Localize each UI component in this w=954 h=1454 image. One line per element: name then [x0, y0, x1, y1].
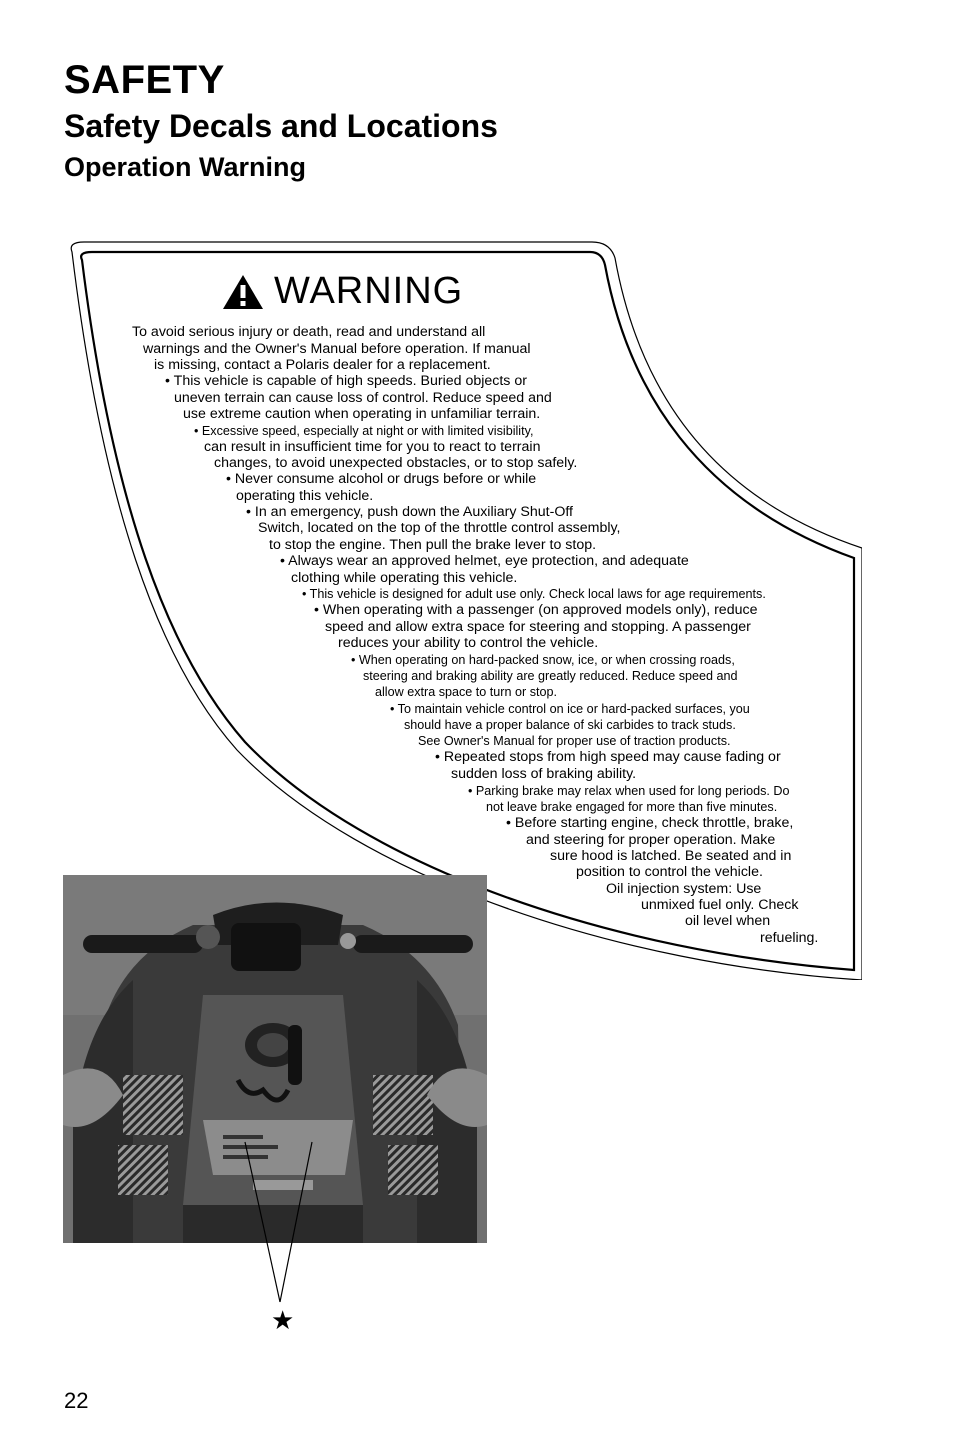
warning-line: operating this vehicle. [236, 488, 374, 504]
warning-line: sudden loss of braking ability. [451, 766, 637, 782]
warning-line: changes, to avoid unexpected obstacles, or to stop safely. [214, 455, 578, 471]
warning-line: not leave brake engaged for more than five minutes. [486, 800, 778, 814]
warning-line: • Before starting engine, check throttle, brake, [506, 815, 794, 831]
warning-line: uneven terrain can cause loss of control. Reduce speed and [174, 390, 552, 406]
warning-line: • When operating on hard-packed snow, ice, or when crossing roads, [351, 653, 735, 667]
warning-line: use extreme caution when operating in unfamiliar terrain. [183, 406, 541, 422]
page-number: 22 [64, 1388, 89, 1413]
warning-line: • Excessive speed, especially at night or with limited visibility, [194, 424, 534, 438]
warning-line: unmixed fuel only. Check [641, 897, 799, 913]
warning-line: reduces your ability to control the vehicle. [338, 635, 599, 651]
warning-triangle-icon [222, 274, 264, 310]
warning-line: is missing, contact a Polaris dealer for a replacement. [154, 357, 491, 373]
warning-line: refueling. [760, 930, 819, 946]
warning-heading [222, 270, 463, 313]
warning-line: • Repeated stops from high speed may cause fading or [435, 749, 781, 765]
warning-line: and steering for proper operation. Make [526, 832, 776, 848]
warning-line: • Never consume alcohol or drugs before or while [226, 471, 537, 487]
warning-line: • This vehicle is capable of high speeds. Buried objects or [165, 373, 527, 389]
warning-line: Oil injection system: Use [606, 881, 762, 897]
warning-line: • Always wear an approved helmet, eye protection, and adequate [280, 553, 689, 569]
warning-line: speed and allow extra space for steering and stopping. A passenger [325, 619, 751, 635]
warning-line: • When operating with a passenger (on approved models only), reduce [314, 602, 758, 618]
warning-line: warnings and the Owner's Manual before operation. If manual [143, 341, 531, 357]
page-subtitle: Operation Warning [64, 152, 306, 182]
warning-line: Switch, located on the top of the throttle control assembly, [258, 520, 621, 536]
star-icon: ★ [271, 1305, 295, 1335]
warning-line: to stop the engine. Then pull the brake lever to stop. [269, 537, 597, 553]
warning-line: allow extra space to turn or stop. [375, 685, 558, 699]
warning-line: position to control the vehicle. [576, 864, 763, 880]
warning-line: can result in insufficient time for you to react to terrain [204, 439, 541, 455]
warning-line: To avoid serious injury or death, read and understand all [132, 324, 486, 340]
warning-line: steering and braking ability are greatly reduced. Reduce speed and [363, 669, 738, 683]
warning-line: See Owner's Manual for proper use of traction products. [418, 734, 731, 748]
warning-heading-text: WARNING [274, 270, 464, 312]
warning-line: oil level when [685, 913, 771, 929]
warning-line: should have a proper balance of ski carbides to track studs. [404, 718, 736, 732]
warning-line: • In an emergency, push down the Auxiliary Shut-Off [246, 504, 573, 520]
warning-line: • This vehicle is designed for adult use only. Check local laws for age requirements. [302, 587, 766, 601]
page-title: Safety Decals and Locations [64, 108, 498, 144]
warning-line: sure hood is latched. Be seated and in [550, 848, 792, 864]
warning-line: • Parking brake may relax when used for long periods. Do [468, 784, 790, 798]
warning-line: • To maintain vehicle control on ice or hard-packed surfaces, you [390, 702, 750, 716]
warning-line: clothing while operating this vehicle. [291, 570, 518, 586]
section-title: SAFETY [64, 58, 225, 102]
